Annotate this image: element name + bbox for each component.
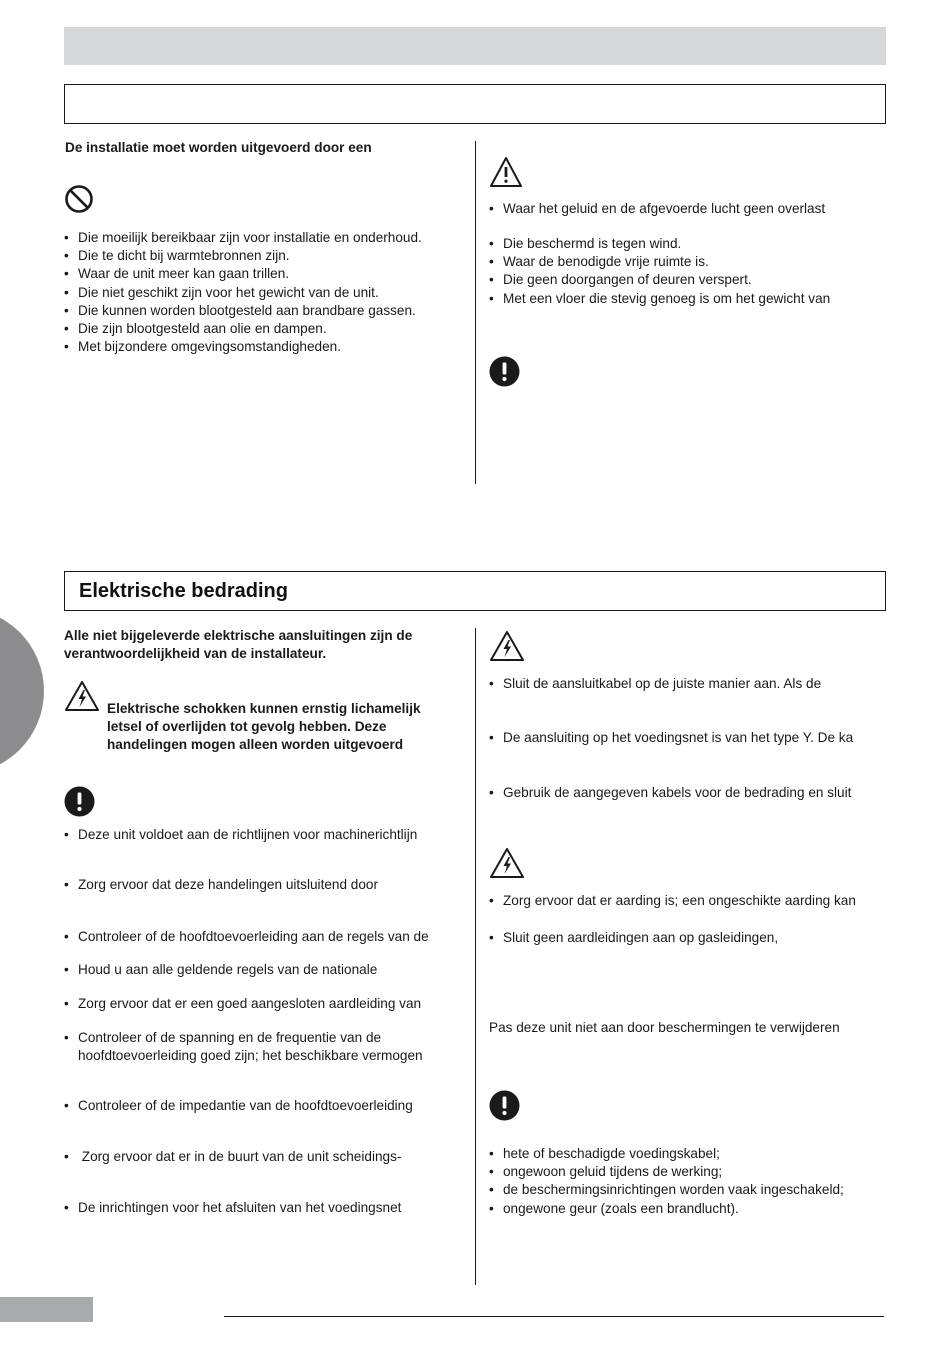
prohibition-icon [64, 184, 94, 214]
list-item: • Die niet geschikt zijn voor het gewicht van de unit. [64, 284, 422, 302]
list-item: • Controleer of de impedantie van de hoofdtoevoerleiding [64, 1097, 413, 1115]
page-number-box [0, 1297, 93, 1322]
list-item: • Waar de benodigde vrije ruimte is. [489, 253, 830, 271]
list-item: • Die zijn blootgesteld aan olie en dampen. [64, 320, 422, 338]
column-divider [475, 141, 476, 484]
connection-instruction [489, 729, 853, 747]
mandatory-action-icon [489, 1090, 520, 1121]
list-item: • Zorg ervoor dat er aarding is; een ongeschikte aarding kan [489, 892, 856, 910]
list-item: • Controleer of de hoofdtoevoerleiding aan de regels van de [64, 928, 429, 946]
fault-symptoms-list [489, 1145, 844, 1218]
list-item: • hete of beschadigde voedingskabel; [489, 1145, 844, 1163]
list-item: • de beschermingsinrichtingen worden vaak ingeschakeld; [489, 1181, 844, 1199]
list-item: • Die geen doorgangen of deuren verspert. [489, 271, 830, 289]
list-item: • ongewone geur (zoals een brandlucht). [489, 1200, 844, 1218]
electric-warning-text: Elektrische schokken kunnen ernstig lichamelijk [107, 701, 421, 716]
wiring-requirements-item [64, 876, 378, 894]
section-title: Elektrische bedrading [79, 580, 288, 602]
list-item: • Die te dicht bij warmtebronnen zijn. [64, 247, 422, 265]
list-item: • Zorg ervoor dat er in de buurt van de unit scheidings- [64, 1148, 401, 1166]
wiring-requirements-item [64, 928, 429, 946]
list-item-line: Controleer of de spanning en de frequentie van de [78, 1030, 382, 1045]
connection-instruction [489, 784, 851, 802]
list-item: • Waar het geluid en de afgevoerde lucht geen overlast [489, 200, 825, 218]
column-divider [475, 628, 476, 1285]
wiring-requirements-item [64, 1148, 401, 1166]
electric-hazard-icon [64, 680, 100, 712]
list-item-line: hoofdtoevoerleiding goed zijn; het beschikbare vermogen [78, 1048, 423, 1064]
modification-warning: Pas deze unit niet aan door beschermingen te verwijderen [489, 1020, 840, 1035]
wiring-requirements-item [64, 961, 377, 979]
list-item: • ongewoon geluid tijdens de werking; [489, 1163, 844, 1181]
footer-rule [224, 1316, 884, 1317]
list-item: • De aansluiting op het voedingsnet is van het type Y. De ka [489, 729, 853, 747]
mandatory-action-icon [489, 356, 520, 387]
wiring-requirements-item [64, 826, 417, 844]
wiring-requirements-item [64, 1097, 413, 1115]
list-item: • Die beschermd is tegen wind. [489, 235, 830, 253]
grounding-instruction [489, 892, 856, 910]
list-item: • Met bijzondere omgevingsomstandigheden. [64, 338, 422, 356]
list-item: • Zorg ervoor dat deze handelingen uitsluitend door [64, 876, 378, 894]
installer-intro: De installatie moet worden uitgevoerd door een [65, 140, 372, 155]
list-item: • Sluit geen aardleidingen aan op gasleidingen, [489, 929, 778, 947]
list-item: • Houd u aan alle geldende regels van de nationale [64, 961, 377, 979]
recommended-location-list-a [489, 200, 825, 218]
recommended-location-list-b [489, 235, 830, 308]
wiring-requirements-item [64, 1199, 401, 1217]
electric-warning-text: handelingen mogen alleen worden uitgevoerd [107, 737, 404, 752]
list-item: • De inrichtingen voor het afsluiten van het voedingsnet [64, 1199, 401, 1217]
connection-instruction [489, 675, 821, 693]
prohibited-locations-list [64, 229, 422, 356]
wiring-requirements-item [64, 1029, 423, 1065]
list-item: • Sluit de aansluitkabel op de juiste manier aan. Als de [489, 675, 821, 693]
list-item: • Gebruik de aangegeven kabels voor de bedrading en sluit [489, 784, 851, 802]
mandatory-action-icon [64, 786, 95, 817]
list-item [64, 1029, 423, 1065]
list-item: • Die kunnen worden blootgesteld aan brandbare gassen. [64, 302, 422, 320]
list-item: • Met een vloer die stevig genoeg is om het gewicht van [489, 290, 830, 308]
electric-hazard-icon [489, 847, 525, 879]
electric-hazard-icon [489, 630, 525, 662]
warning-triangle-icon [489, 156, 523, 188]
wiring-intro-line: Alle niet bijgeleverde elektrische aansluitingen zijn de [64, 628, 413, 643]
list-item: • Zorg ervoor dat er een goed aangesloten aardleiding van [64, 995, 421, 1013]
wiring-requirements-item [64, 995, 421, 1013]
language-tab [0, 608, 44, 774]
grounding-instruction [489, 929, 778, 947]
list-item: • Die moeilijk bereikbaar zijn voor installatie en onderhoud. [64, 229, 422, 247]
list-item: • Deze unit voldoet aan de richtlijnen voor machinerichtlijn [64, 826, 417, 844]
electric-warning-text: letsel of overlijden tot gevolg hebben. Deze [107, 719, 387, 734]
header-bar [64, 27, 886, 65]
section-header-box [64, 571, 886, 611]
wiring-intro-line: verantwoordelijkheid van de installateur. [64, 646, 327, 661]
section-header-box-top [64, 84, 886, 124]
list-item: • Waar de unit meer kan gaan trillen. [64, 265, 422, 283]
